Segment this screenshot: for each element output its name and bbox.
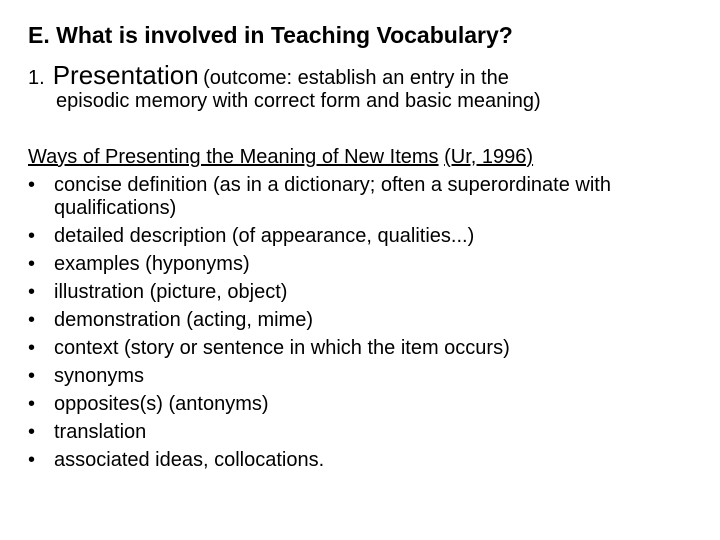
- bullet-icon: •: [28, 281, 36, 303]
- list-item-text: synonyms: [54, 365, 145, 387]
- point-description-continued: episodic memory with correct form and basic meaning): [56, 90, 541, 112]
- list-item: [28, 281, 708, 304]
- bullet-icon: •: [28, 365, 36, 387]
- list-item: [28, 309, 708, 332]
- list-item: [28, 365, 708, 388]
- bullet-icon: •: [28, 225, 36, 247]
- list-item-text: demonstration (acting, mime): [54, 309, 313, 331]
- bullet-icon: •: [28, 421, 36, 443]
- bullet-icon: •: [28, 253, 36, 275]
- list-item-text: detailed description (of appearance, qualities...): [54, 225, 475, 247]
- bullet-icon: •: [28, 309, 36, 331]
- list-item: [28, 393, 708, 416]
- list-item: [28, 253, 708, 276]
- list-item-text: translation: [54, 421, 147, 443]
- bullet-list: [28, 174, 708, 477]
- section-title: Ways of Presenting the Meaning of New Items: [28, 146, 439, 168]
- list-item-text: examples (hyponyms): [54, 253, 250, 275]
- bullet-icon: •: [28, 174, 36, 196]
- list-item: [28, 421, 708, 444]
- list-item: [28, 337, 708, 360]
- point-title: Presentation: [52, 60, 199, 90]
- list-item: [28, 449, 708, 472]
- section-heading: [28, 146, 533, 169]
- point-description: (outcome: establish an entry in the: [203, 67, 509, 89]
- bullet-icon: •: [28, 393, 36, 415]
- slide-heading: E. What is involved in Teaching Vocabulary?: [28, 22, 513, 48]
- bullet-icon: •: [28, 337, 36, 359]
- bullet-icon: •: [28, 449, 36, 471]
- section-citation: (Ur, 1996): [444, 146, 534, 168]
- list-item-text: illustration (picture, object): [54, 281, 288, 303]
- list-item: [28, 174, 708, 220]
- list-item-text: associated ideas, collocations.: [54, 449, 325, 471]
- list-item: [28, 225, 708, 248]
- point-number: 1.: [28, 67, 45, 89]
- list-item-text: concise definition (as in a dictionary; often a superordinate with qualifications): [54, 174, 611, 219]
- list-item-text: context (story or sentence in which the item occurs): [54, 337, 510, 359]
- list-item-text: opposites(s) (antonyms): [54, 393, 269, 415]
